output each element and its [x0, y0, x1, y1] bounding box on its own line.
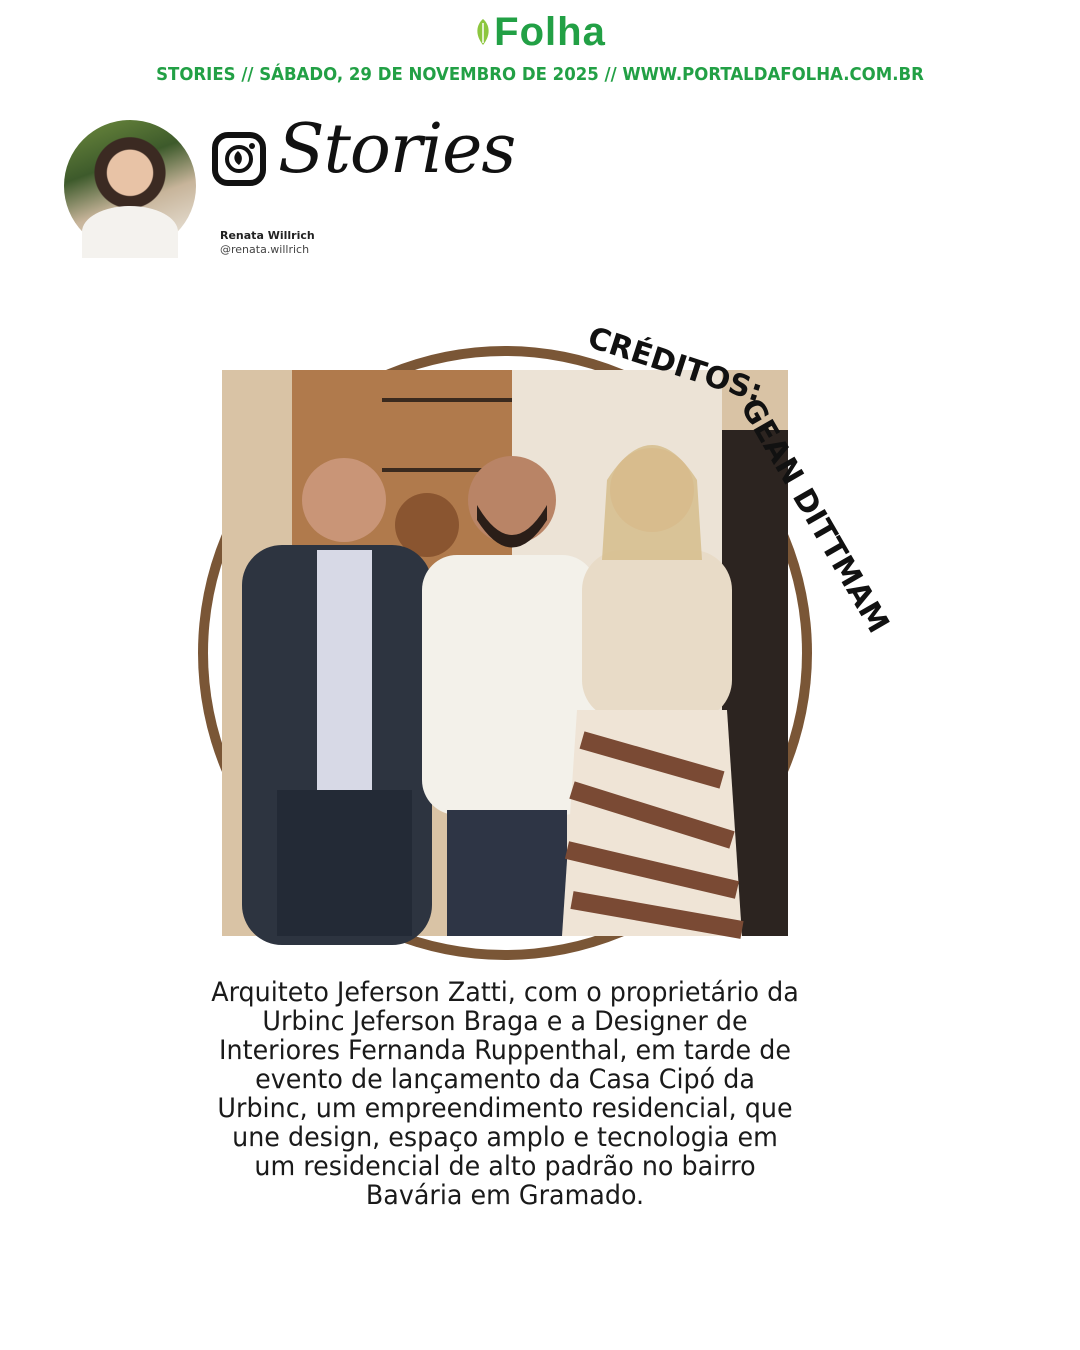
instagram-leaf-icon [212, 132, 266, 186]
leaf-icon [474, 12, 492, 57]
brand-logo-text: Folha [494, 10, 606, 54]
author-avatar [64, 120, 196, 252]
photo-credits-part2: GEAN DITTMAM [733, 392, 896, 640]
brand-logo [0, 10, 1080, 57]
photo-caption: Arquiteto Jeferson Zatti, com o proprietário da Urbinc Jeferson Braga e a Designer de Interiores Fernanda Ruppenthal, em tarde de evento de lançamento da Casa Cipó da Urbinc, um empreendimento residencial, que une design, espaço amplo e tecnologia em um residencial de alto padrão no bairro Bavária em Gramado. [211, 977, 799, 1211]
author-handle: @renata.willrich [220, 243, 310, 256]
section-title: Stories [278, 110, 516, 189]
photo-credits-part1: CRÉDITOS: [583, 320, 767, 410]
author-name: Renata Willrich [220, 229, 315, 242]
dateline: STORIES // SÁBADO, 29 DE NOVEMBRO DE 2025 // WWW.PORTALDAFOLHA.COM.BR [156, 64, 924, 85]
photo-credits [570, 310, 896, 640]
